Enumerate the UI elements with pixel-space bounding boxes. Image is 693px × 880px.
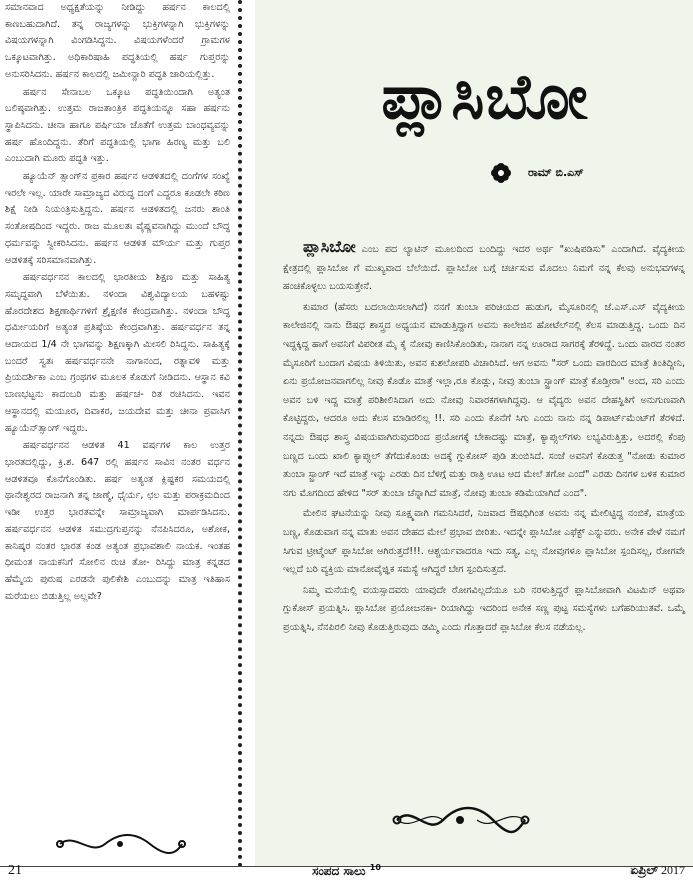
left-paragraph: ಹ್ಯೂಯೆನ್ ತ್ಸಾಂಗ್‌ನ ಪ್ರಕಾರ ಹರ್ಷನ ಆಡಳಿತದಲ್ಲಿ ದಂಗೆಗಳ ಸಂಖ್ಯೆ ಇರಲೇ ಇಲ್ಲ. ಯಾರೇ ಸಾಮ್ರಾಜ್ಯದ ವಿರುದ್ಧ ದಂಗೆ ಎದ್ದರೂ ಕೂಡಲೇ ಕಠಿಣ ಶಿಕ್ಷೆ ನೀಡಿ ನಿಯಂತ್ರಿಸುತ್ತಿದ್ದನು. ಹರ್ಷನ ಆಡಳಿತದಲ್ಲಿ ಜನರು ಶಾಂತಿ ಸಂತೋಷದಿಂದ ಇದ್ದರು. ರಾಜ ಮೂಲತಃ ವೈಷ್ಣವನಾಗಿದ್ದು ಮುಂದೆ ಬೌದ್ಧ ಧರ್ಮವನ್ನು ಸ್ವೀಕರಿಸಿದನು. ಹರ್ಷನ ಆಡಳಿತ ಮೌರ್ಯ ಮತ್ತು ಗುಪ್ತರ ಆಡಳಿತಕ್ಕೆ ಸರಿಸಮಾನವಾಗಿತ್ತು. xyxy=(5,171,230,266)
page-number: 21 xyxy=(8,863,22,878)
article-paragraph: ನಿಮ್ಮ ಮನೆಯಲ್ಲಿ ವಯಸ್ಸಾದವರು ಯಾವುದೇ ರೋಗವಿಲ್ಲದೆಯೂ ಬರಿ ನರಳುತ್ತಿದ್ದರೆ ಪ್ಲಾಸಿಬೋವಾಗಿ ವಿಟಮಿನ್ ಅಥವಾ ಗ್ಲುಕೋಸ್ ಪ್ರಯತ್ನಿಸಿ. ಪ್ಲಾಸಿಬೋ ಪ್ರಯೋಜನಕಾ- ರಿಯಾಗಿದ್ದು ಇದರಿಂದ ಅನೇಕ ಸಣ್ಣ ಪುಟ್ಟ ಸಮಸ್ಯೆಗಳು ಬಗೆಹರಿಯುತವೆ. ಒಮ್ಮೆ ಪ್ರಯತ್ನಿಸಿ, ನೆನಪಿರಲಿ ನೀವು ಕೊಡುತ್ತಿರುವುದು ಡಮ್ಮಿ ಎಂದು ಗೊತ್ತಾದರೆ ಪ್ಲಾಸಿಬೋ ಕೆಲಸ ನಡೆಯಲ್ಲ. xyxy=(283,584,685,633)
left-paragraph: ಹರ್ಷವರ್ಧನನ ಆಡಳಿತ 41 ವರ್ಷಗಳ ಕಾಲ ಉತ್ತರ ಭಾರತದಲ್ಲಿದ್ದು, ಕ್ರಿ.ಶ. 647 ರಲ್ಲಿ ಹರ್ಷನ ಸಾವಿನ ನಂತರ ವರ್ಧನ ಆಡಳಿತವೂ ಕೊನೆಗೊಂಡಿತು. ಹರ್ಷ ಅತ್ಯಂತ ಕ್ಲಿಷ್ಟಕರ ಸಮಯದಲ್ಲಿ ಥಾನೇಶ್ವರದ ರಾಜನಾಗಿ ತನ್ನ ಜಾಣ್ಮೆ, ಧೈರ್ಯ, ಛಲ ಮತ್ತು ಪರಾಕ್ರಮದಿಂದ ಇಡೀ ಉತ್ತರ ಭಾರತವನ್ನೇ ಸಾಮ್ರಾಜ್ಯವಾಗಿ ಮಾರ್ಪಡಿಸಿದನು. ಹರ್ಷವರ್ಧನನ ಆಡಳಿತ ಸಮುದ್ರಗುಪ್ತನನ್ನು ನೆನಪಿಸಿದರೂ, ಅಶೋಕ, ಕಾನಿಷ್ಕರ ನಂತರ ಭಾರತ ಕಂಡ ಅತ್ಯಂತ ಪ್ರಭಾವಶಾಲಿ ನಾಯಕ. ಇಂತಹ ಧೀಮಂತ ನಾಯಕನಿಗೆ ಸೋಲಿನ ರುಚಿ ತೋ- ರಿಸಿದ್ದು ಮಾತ್ರ ಕನ್ನಡದ ಹೆಮ್ಮೆಯ ಪುರುಷ ಎರಡನೇ ಪುಲಿಕೇಶಿ ಎಂಬುದನ್ನು ಮಾತ್ರ ಇತಿಹಾಸ ಮರೆಯಲು ಬಿಡುತ್ತಿಲ್ಲ ಅಲ್ಲವೇ? xyxy=(5,440,230,602)
issue-date xyxy=(630,863,685,878)
ornament-icon xyxy=(385,802,535,838)
left-paragraph: ಹರ್ಷನ ಸೇನಾಬಲ ಒಕ್ಕೂಟ ಪದ್ಧತಿಯಿಂದಾಗಿ ಅತ್ಯಂತ ಬಲಿಷ್ಠವಾಗಿತ್ತು. ಉತ್ತಮ ರಾಜತಾಂತ್ರಿಕ ಪದ್ಧತಿಯನ್ನೂ ಸಹಾ ಹರ್ಷನು ಸ್ಥಾಪಿಸಿದನು. ಚೀನಾ ಹಾಗೂ ಪರ್ಷಿಯಾ ಜೊತೆಗೆ ಉತ್ತಮ ಬಾಂಧವ್ಯವನ್ನು ಹರ್ಷ ಹೊಂದಿದ್ದನು. ತೆರಿಗೆ ಪದ್ಧತಿಯಲ್ಲಿ ಭಾಗಾ ಹಿರಣ್ಯ ಮತ್ತು ಬಲಿ ಎಂಬುದಾಗಿ ಮೂರು ಪದ್ಧತಿ ಇತ್ತು. xyxy=(5,86,230,165)
article-paragraph: ಕುಮಾರ (ಹೆಸರು ಬದಲಾಯಿಸಲಾಗಿದೆ) ನನಗೆ ತುಂಬಾ ಪರಿಚಿಯದ ಹುಡುಗ, ಮೈಸೂರಿನಲ್ಲಿ ಜೆ.ಎಸ್.ಎಸ್ ವೈದ್ಯಕೀಯ ಕಾಲೇಜಿನಲ್ಲಿ ನಾನು ಔಷಧ ಶಾಸ್ತ್ರದ ಅಧ್ಯಯನ ಮಾಡುತ್ತಿದ್ದಾಗ ಅವನು ಕಾಲೇಜಿನ ಹೋಟೆಲ್‌ನಲ್ಲಿ ಕೆಲಸ ಮಾಡುತ್ತಿದ್ದ. ಒಂದು ದಿನ ಇದ್ದಕ್ಕಿದ್ದ ಹಾಗೆ ಅವನಿಗೆ ವಿಪರೀತ ಮೈ ಕೈ ನೋವು ಕಾಣಿಸಿಕೊಂಡಿತು, ನಾನಾಗ ನನ್ನ ಊರಾದ ಸಾಗರಕ್ಕೆ ತೆರಳಿದ್ದೆ. ಒಂದು ವಾರದ ನಂತರ ಮೈಸೂರಿಗೆ ಬಂದಾಗ ವಿಷಯ ತಿಳಿಯಿತು, ಅವನ ಕುಶಲೋಪರಿ ವಿಚಾರಿಸಿದೆ. ಆಗ ಅವನು "ಸರ್ ಒಂದು ವಾರದಿಂದ ಮಾತ್ರೆ ತಿಂತಿದ್ದೀನಿ, ಏನು ಪ್ರಯೋಜನವಾಗಲಿಲ್ಲ ನೀವು ಕೊಡೊ ಮಾತ್ರೆ ಇಲ್ಲಾ,ರೂ ಕೊಡ್ಲು, ನೀವು ತುಂಬಾ ಸ್ಟ್ರಾಂಗ್ ಮಾತ್ರೆ ಕೊಡ್ತೀರಾ" ಅಂದ, ಸರಿ ಎಂದು ಅವನ ಬಳಿ ಇದ್ದ ಮಾತ್ರೆ ಪರಿಶೀಲಿಸಿದಾಗ ಅದು ನೋವು ನಿವಾರಕಗಳಾಗಿದ್ದವು. ಆ ವೈದ್ಯರು ಅವನ ದೇಹಸ್ಥಿತಿಗೆ ಅನುಗುಣವಾಗಿ ಕೊಟ್ಟಿದ್ದರು, ಆದರೂ ಅದು ಕೆಲಸ ಮಾಡಿರಲಿಲ್ಲ !!. ಸರಿ ಎಂದು ಕೊನೆಗೆ ಸಿಗು ಎಂದು ನಾನು ನನ್ನ ಡಿಪಾರ್ಟ್‌ಮೆಂಟ್‌ಗೆ ತೆರಳಿದೆ. ನನ್ನದು ಔಷಧ ಶಾಸ್ತ್ರ ವಿಷಯವಾಗಿರುವುದರಿಂದ ಪ್ರಯೋಗಕ್ಕೆ ಬೇಕಾದಷ್ಟು ಮಾತ್ರೆ, ಕ್ಯಾಪ್ಸುಲ್‌ಗಳು ಲಭ್ಯವಿರುತ್ತಿತ್ತು, ಅದರಲ್ಲಿ ಕೆಂಪು ಬಣ್ಣದ ಒಂದು ಖಾಲಿ ಕ್ಯಾಪ್ಸುಲ್ ತೆಗೆದುಕೊಂಡು ಅದಕ್ಕೆ ಗ್ಲುಕೋಸ್ ಪುಡಿ ತುಂಬಿಸಿದೆ. ಸಂಜೆ ಅವನಿಗೆ ಕೊಡುತ್ತ "ನೋಡು ಕುಮಾರ ತುಂಬಾ ಸ್ಟ್ರಾಂಗ್ ಇದೆ ಮಾತ್ರೆ ಇನ್ನು ಎರಡು ದಿನ ಬೆಳಿಗ್ಗೆ ಮತ್ತು ರಾತ್ರಿ ಊಟ ಆದ ಮೇಲೆ ತಗೋ ಎಂದೆ" ಎರಡು ದಿನಗಳ ಬಳಿಕ ಕುಮಾರ ನಗು ಮೊಗದಿಂದ ಹೇಳಿದ "ಸರ್ ತುಂಬಾ ಚೆನ್ನಾಗಿದೆ ಮಾತ್ರೆ, ನೋವು ತುಂಬಾ ಕಡಿಮೆಯಾಗಿದೆ ಎಂದ". xyxy=(283,301,685,499)
byline xyxy=(490,162,584,184)
magazine-name xyxy=(0,863,693,879)
article-paragraph xyxy=(283,238,685,297)
page-footer xyxy=(0,863,693,880)
column-divider xyxy=(238,0,242,868)
article-panel xyxy=(255,0,693,866)
author-name: ರಾಮ್ ಬಿ.ಎಸ್ xyxy=(528,166,584,179)
dropcap-word: ಪ್ಲಾಸಿಬೋ xyxy=(303,237,356,256)
left-column xyxy=(5,0,230,820)
article-body xyxy=(283,238,685,639)
article-title: ಪ್ಲಾಸಿಬೋ xyxy=(381,60,589,133)
issue-year: 2017 xyxy=(661,863,685,877)
issue-number: 10 xyxy=(369,863,381,872)
left-paragraph: ಸಮಾನವಾದ ಅಧ್ಯಕ್ಷತೆಯನ್ನು ನೀಡಿದ್ದು ಹರ್ಷನ ಕಾಲದಲ್ಲಿ ಕಾಣಬಹುದಾಗಿದೆ. ತನ್ನ ರಾಜ್ಯಗಳನ್ನು ಭುಕ್ತಿಗಳನ್ನಾಗಿ ಭುಕ್ತಿಗಳನ್ನು ವಿಷಯಗಳನ್ನಾಗಿ ವಿಂಗಡಿಸಿದ್ದನು. ವಿಷಯಗಳೆಂದರೆ ಗ್ರಾಮಗಳ ಒಕ್ಕೂಟವಾಗಿತ್ತು. ಅಧಿಕಾರಿಷಾಹಿ ಪದ್ಧತಿಯಲ್ಲಿ ಹರ್ಷ ಗುಪ್ತರನ್ನು ಅನುಸರಿಸಿದನು. ಹರ್ಷನ ಕಾಲದಲ್ಲಿ ಜಮೀನ್ದಾರಿ ಪದ್ಧತಿ ಜಾರಿಯಲ್ಲಿತ್ತು. xyxy=(5,2,230,80)
flower-icon xyxy=(490,162,512,184)
magazine-title: ಸಂಪದ ಸಾಲು xyxy=(312,864,366,878)
paragraph-text: ಎಂಬ ಪದ ಲ್ಯಾಟಿನ್ ಮೂಲದಿಂದ ಬಂದಿದ್ದು ಇದರ ಅರ್ಥ "ಖುಷಿಪಡಿಸು" ಎಂದಾಗಿದೆ. ವೈದ್ಯಕೀಯ ಕ್ಷೇತ್ರದಲ್ಲಿ ಪ್ಲಾಸಿಬೋ ಗೆ ಮುಖ್ಯವಾದ ಬೆಲೆಯಿದೆ. ಪ್ಲಾಸಿಬೋ ಬಗ್ಗೆ ಚರ್ಚಿಸುವ ಮೊದಲು ನಿಮಗೆ ನನ್ನ ಕೆಲವು ಅನುಭವಗಳನ್ನ ಹಂಚಿಕೊಳ್ಳಲು ಬಯಸುತ್ತೇನೆ. xyxy=(283,244,685,293)
left-paragraph: ಹರ್ಷವರ್ಧನನ ಕಾಲದಲ್ಲಿ ಭಾರತೀಯ ಶಿಕ್ಷಣ ಮತ್ತು ಸಾಹಿತ್ಯ ಸಮೃದ್ಧವಾಗಿ ಬೆಳೆಯಿತು. ನಳಂದಾ ವಿಶ್ವವಿದ್ಯಾಲಯ ಬಹಳಷ್ಟು ಹೊರದೇಶದ ಶಿಕ್ಷಣಾರ್ಥಿಗಳಿಗೆ ಶ್ರೈಕ್ಷಣಿಕ ಕೇಂದ್ರವಾಗಿತ್ತು. ನಳಂದಾ ಬೌದ್ಧ ಧರ್ಮೀಯರಿಗೆ ಅತ್ಯಂತ ಪ್ರತಿಷ್ಠೆಯ ಕೇಂದ್ರವಾಗಿತ್ತು. ಹರ್ಷವರ್ಧನ ತನ್ನ ಆದಾಯದ 1/4 ನೇ ಭಾಗವನ್ನು ಶಿಕ್ಷಣಕ್ಕಾಗಿ ಮೀಸಲಿ ರಿಸಿದ್ದನು. ಸಾಹಿತ್ಯಕ್ಕೆ ಬಂದರೆ ಸ್ವತಃ ಹರ್ಷವರ್ಧನನೇ ನಾಗಾನಂದ, ರತ್ನಾವಳಿ ಮತ್ತು ಪ್ರಿಯದರ್ಶಿಕಾ ಎಂಬ ಗ್ರಂಥಗಳ ಮೂಲಕ ಕೊಡುಗೆ ನೀಡಿದನು. ಆಸ್ಥಾನ ಕವಿ ಬಾಣಭಟ್ಟನು ಕಾದಂಬರಿ ಮತ್ತು ಹರ್ಷಚ- ರಿತ ರಚಿಸಿದನು. ಇವನ ಆಸ್ಥಾನದಲ್ಲಿ ಮಯೂರ, ದಿವಾಕರ, ಜಯದೇವ ಮತ್ತು ಚೀನಾ ಪ್ರವಾಸಿಗ ಹ್ಯೂಯೆನ್‌ತ್ಸಾಂಗ್ ಇದ್ದರು. xyxy=(5,272,230,434)
issue-month: ಏಪ್ರಿಲ್ xyxy=(630,863,658,877)
ornament-icon xyxy=(50,832,190,856)
article-paragraph: ಮೇಲಿನ ಘಟನೆಯನ್ನು ನೀವು ಸೂಕ್ಷ್ಮವಾಗಿ ಗಮನಿಸಿದರೆ, ನಿಜವಾದ ಔಷಧಿಗಿಂತ ಅವನು ನನ್ನ ಮೇಲಿಟ್ಟಿದ್ದ ನಂಬಿಕೆ, ಮಾತ್ರೆಯ ಬಣ್ಣ, ಕೊಡುವಾಗ ನನ್ನ ಮಾತು ಅವನ ದೇಹದ ಮೇಲೆ ಪ್ರಭಾವ ಬೀರಿತು. ಇದನ್ನೇ ಪ್ಲಾಸಿಬೋ ಎಫೆಕ್ಟ್ ಎನ್ನುವರು. ಅನೇಕ ವೇಳೆ ನಮಗೆ ಸಿಗುವ ಟ್ರೀಟ್ಮೆಂಟ್ ಪ್ಲಾಸಿಬೋ ಆಗಿರುತ್ತದೆ!!!. ಆಶ್ಚರ್ಯವಾದರೂ ಇದು ಸತ್ಯ, ಎಲ್ಲ ನೋವುಗಳೂ ಪ್ಲಾಸಿಬೋ ಸ್ಪಂದಿಸಲ್ಲ, ರೋಗವೇ ಇಲ್ಲದೆ ಬರಿ ವ್ಯಕ್ತಿಯ ಮಾನೋವೈಜ್ಞಿಕ ಸಮಸ್ಯೆ ಆಗಿದ್ದರೆ ಬೇಗ ಸ್ಪಂದಿಸುತ್ತದೆ. xyxy=(283,508,685,576)
